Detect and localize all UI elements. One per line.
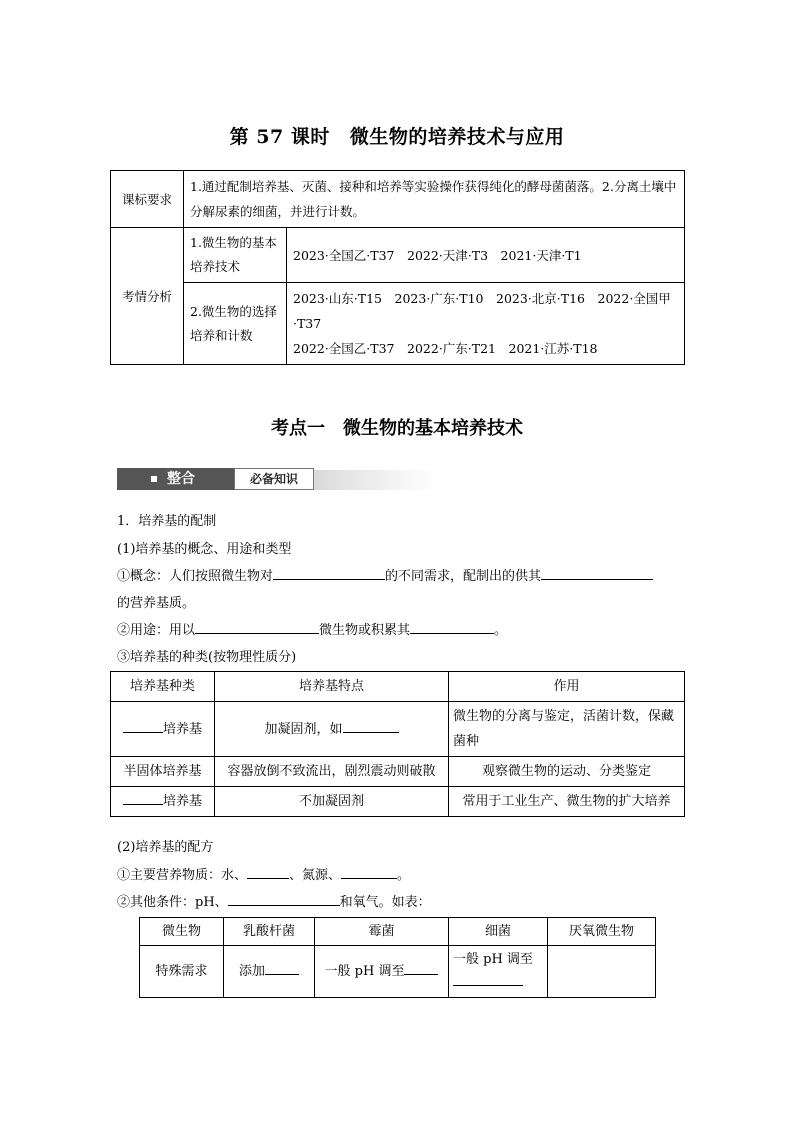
answer-blank[interactable] bbox=[123, 790, 163, 805]
analysis-label: 考情分析 bbox=[111, 228, 184, 365]
special-needs-table bbox=[139, 917, 656, 998]
square-bullet-icon bbox=[151, 476, 157, 482]
column-header: 厌氧微生物 bbox=[548, 918, 656, 946]
page-title bbox=[0, 122, 794, 149]
analysis-refs: 2023·山东·T15 2023·广东·T10 2023·北京·T16 2022·全国甲·T37 2022·全国乙·T37 2022·广东·T21 2021·江苏·T18 bbox=[287, 283, 685, 365]
column-header: 微生物 bbox=[140, 918, 224, 946]
banner-label: 整合 bbox=[167, 471, 195, 487]
section-title: 考点一 微生物的基本培养技术 bbox=[271, 418, 523, 439]
column-header: 培养基特点 bbox=[215, 672, 449, 702]
banner-sublabel: 必备知识 bbox=[234, 468, 314, 490]
requirement-label: 课标要求 bbox=[111, 171, 184, 228]
curriculum-table bbox=[110, 170, 685, 365]
section-banner bbox=[117, 466, 437, 492]
medium-types-table bbox=[110, 671, 685, 817]
answer-blank[interactable] bbox=[343, 718, 399, 733]
answer-blank[interactable] bbox=[228, 891, 340, 906]
answer-blank[interactable] bbox=[195, 619, 319, 634]
answer-blank[interactable] bbox=[341, 864, 397, 879]
column-header: 细菌 bbox=[449, 918, 548, 946]
heading-1: 1．培养基的配制 bbox=[117, 514, 217, 529]
answer-blank[interactable] bbox=[247, 864, 289, 879]
use-line: ②用途：用以 微生物或积累其 。 bbox=[117, 619, 507, 638]
table-row: 培养基 加凝固剂，如 微生物的分离与鉴定，活菌计数，保藏菌种 bbox=[111, 702, 685, 757]
concept-line-end: 的营养基质。 bbox=[117, 596, 196, 611]
analysis-topic: 2.微生物的选择培养和计数 bbox=[184, 283, 287, 365]
analysis-topic: 1.微生物的基本培养技术 bbox=[184, 228, 287, 283]
answer-blank[interactable] bbox=[273, 565, 385, 580]
answer-blank[interactable] bbox=[410, 619, 494, 634]
requirement-text: 1.通过配制培养基、灭菌、接种和培养等实验操作获得纯化的酵母菌菌落。2.分离土壤中分解尿素的细菌，并进行计数。 bbox=[184, 171, 685, 228]
answer-blank[interactable] bbox=[453, 971, 523, 986]
heading-1b: (2)培养基的配方 bbox=[117, 840, 214, 855]
answer-blank[interactable] bbox=[541, 565, 653, 580]
nutrients-line: ①主要营养物质：水、 、氮源、 。 bbox=[117, 864, 410, 883]
table-row: 培养基 不加凝固剂 常用于工业生产、微生物的扩大培养 bbox=[111, 787, 685, 817]
analysis-refs: 2023·全国乙·T37 2022·天津·T3 2021·天津·T1 bbox=[287, 228, 685, 283]
column-header: 培养基种类 bbox=[111, 672, 215, 702]
table-row: 特殊需求 添加 一般 pH 调至 一般 pH 调至 bbox=[140, 946, 656, 998]
answer-blank[interactable] bbox=[404, 960, 438, 975]
answer-blank[interactable] bbox=[123, 718, 163, 733]
table-row: 半固体培养基 容器放倒不致流出，剧烈震动则破散 观察微生物的运动、分类鉴定 bbox=[111, 757, 685, 787]
column-header: 霉菌 bbox=[315, 918, 449, 946]
conditions-line: ②其他条件：pH、 和氧气。如表： bbox=[117, 891, 431, 910]
lesson-title: 微生物的培养技术与应用 bbox=[349, 126, 565, 148]
types-title: ③培养基的种类(按物理性质分) bbox=[117, 650, 297, 665]
heading-1a: (1)培养基的概念、用途和类型 bbox=[117, 542, 292, 557]
answer-blank[interactable] bbox=[265, 960, 299, 975]
concept-line: ①概念：人们按照微生物对 的不同需求，配制出的供其 bbox=[117, 565, 653, 584]
column-header: 作用 bbox=[449, 672, 685, 702]
column-header: 乳酸杆菌 bbox=[224, 918, 315, 946]
lesson-number: 第 57 课时 bbox=[229, 126, 330, 148]
